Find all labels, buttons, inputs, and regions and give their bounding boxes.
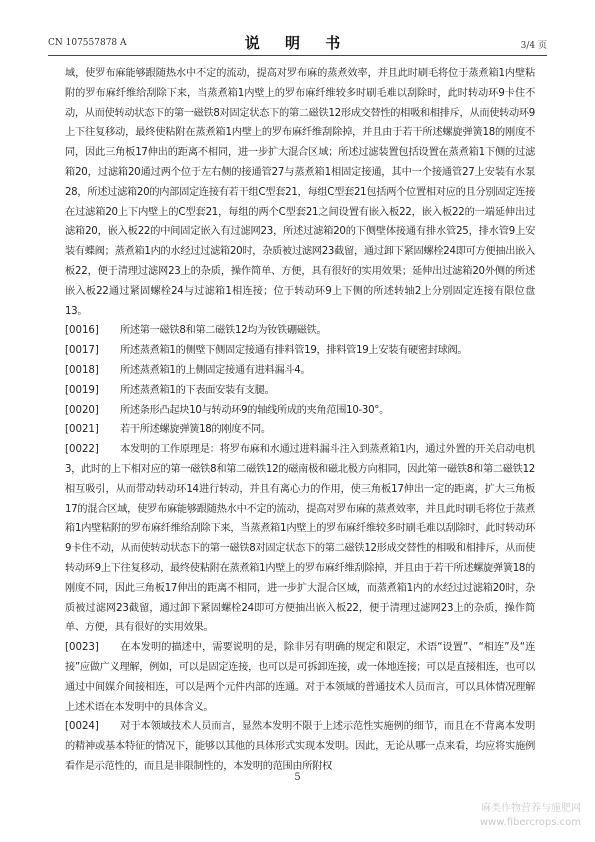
paragraph-number: [0016] (65, 325, 99, 337)
paragraph-text: 所述第一磁铁8和第二磁铁12均为钕铁硼磁铁。 (120, 325, 327, 337)
body-text (65, 64, 535, 777)
paragraph-0023 (65, 638, 535, 717)
page-number: 5 (294, 772, 301, 783)
paragraph-0019 (65, 381, 535, 401)
page-header (48, 32, 547, 52)
continued-paragraph: 域，使罗布麻能够跟随热水中不定的流动，提高对罗布麻的蒸煮效率，并且此时刷毛将位于蒸煮箱1内壁粘附的罗布麻纤维给刮除下来，当蒸煮箱1内壁上的罗布麻纤维较多时刷毛难以刮除时，此时转动环9卡住不动，从而使转动状态下的第一磁铁8对固定状态下的第二磁铁12形成交替性的相吸和相排斥，从而使转动环9上下往复移动，最终使粘附在蒸煮箱1内壁上的罗布麻纤维刮除掉，并且由于若干所述螺旋弹簧18的刚度不同，因此三角板17伸出的距离不相同，进一步扩大混合区域；所述过滤装置包括设置在蒸煮箱1下侧的过滤箱20，过滤箱20通过两个位于左右侧的接通管27与蒸煮箱1相固定接通，其中一个接通管27上安装有水泵28，所述过滤箱20的内部固定连接有若干组C型套21，每组C型套21包括两个位置相对应的且分别固定连接在过滤箱20上下内壁上的C型套21，每组的两个C型套21之间设置有嵌入板22，嵌入板22的一端延伸出过滤箱20，嵌入板22的中间固定嵌入有过滤网23，所述过滤箱20的下侧壁体接通有排水管25，排水管9上安装有蝶阀；蒸煮箱1内的水经过过滤箱20时，杂质被过滤网23截留，通过卸下紧固螺栓24即可方便抽出嵌入板22，便于清理过滤网23上的杂质，操作简单、方便，具有很好的实用效果；延伸出过滤箱20外侧的所述嵌入板22通过紧固螺栓24与过滤箱1相连接；位于转动环9上下侧的所述转轴2上分别固定连接有限位盘13。 (65, 68, 535, 317)
paragraph-0024 (65, 717, 535, 776)
paragraph-number: [0024] (65, 721, 99, 733)
header-divider (48, 55, 547, 56)
paragraph-0021 (65, 420, 535, 440)
paragraph-0022 (65, 440, 535, 638)
paragraph-text: 对于本领域技术人员而言，显然本发明不限于上述示范性实施例的细节，而且在不背离本发明的精神或基本特征的情况下，能够以其他的具体形式实现本发明。因此，无论从哪一点来看，均应将实施例看作是示范性的，而且是非限制性的，本发明的范围由所附权 (65, 721, 535, 772)
paragraph-text: 若干所述螺旋弹簧18的刚度不同。 (120, 424, 271, 436)
paragraph-number: [0017] (65, 345, 99, 357)
site-watermark (480, 802, 581, 830)
paragraph-text: 所述条形凸起块10与转动环9的轴线所成的夹角范围10-30°。 (120, 404, 389, 416)
paragraph-number: [0020] (65, 404, 99, 416)
paragraph-0020 (65, 401, 535, 421)
patent-number: CN 107557878 A (48, 38, 127, 48)
paragraph-0016 (65, 321, 535, 341)
paragraph-number: [0022] (65, 444, 99, 456)
paragraph-text: 所述蒸煮箱1的下表面安装有支腿。 (120, 384, 275, 396)
paragraph-text: 本发明的工作原理是：将罗布麻和水通过进料漏斗注入到蒸煮箱1内，通过外置的开关启动电机3，此时的上下相对应的第一磁铁8和第二磁铁12的磁南极和磁北极方向相同，因此第一磁铁8和第二磁铁12相互吸引，从而带动转动环14进行转动，并且有离心力的作用，使三角板17伸出一定的距离，扩大三角板17的混合区域，使罗布麻能够跟随热水中不定的流动，提高对罗布麻的蒸煮效率，并且此时刷毛将位于蒸煮箱1内壁粘附的罗布麻纤维给刮除下来，当蒸煮箱1内壁上的罗布麻纤维较多时刷毛难以刮除时，此时转动环9卡住不动，从而使转动状态下的第一磁铁8对固定状态下的第二磁铁12形成交替性的相吸和相排斥，从而使转动环9上下往复移动，最终使粘附在蒸煮箱1内壁上的罗布麻纤维刮除掉，并且由于若干所述螺旋弹簧18的刚度不同，因此三角板17伸出的距离不相同，进一步扩大混合区域，而蒸煮箱1内的水经过过滤箱20时，杂质被过滤网23截留，通过卸下紧固螺栓24即可方便抽出嵌入板22，便于清理过滤网23上的杂质，操作简单、方便，具有很好的实用效果。 (65, 444, 535, 634)
paragraph-number: [0018] (65, 364, 99, 376)
document-title: 说 明 书 (244, 34, 351, 52)
paragraph-0017 (65, 341, 535, 361)
paragraph-text: 所述蒸煮箱1的上侧固定接通有进料漏斗4。 (120, 364, 311, 376)
paragraph-number: [0019] (65, 384, 99, 396)
page-indicator: 3/4 页 (520, 41, 547, 51)
paragraph-text: 在本发明的描述中，需要说明的是，除非另有明确的规定和限定，术语“设置”、“相连”及“连接”应做广义理解，例如，可以是固定连接，也可以是可拆卸连接，或一体地连接；可以是直接相连，也可以通过中间媒介间接相连，可以是两个元件内部的连通。对于本领域的普通技术人员而言，可以具体情况理解上述术语在本发明中的具体含义。 (65, 642, 535, 713)
paragraph-number: [0023] (65, 642, 99, 654)
watermark-title: 麻类作物营养与施肥网 (481, 803, 581, 814)
watermark-url: www.fibercrops.com (479, 817, 581, 828)
paragraph-0018 (65, 361, 535, 381)
paragraph-number: [0021] (65, 424, 99, 436)
paragraph-text: 所述蒸煮箱1的侧壁下侧固定接通有排料管19，排料管19上安装有硬密封球阀。 (120, 345, 468, 357)
